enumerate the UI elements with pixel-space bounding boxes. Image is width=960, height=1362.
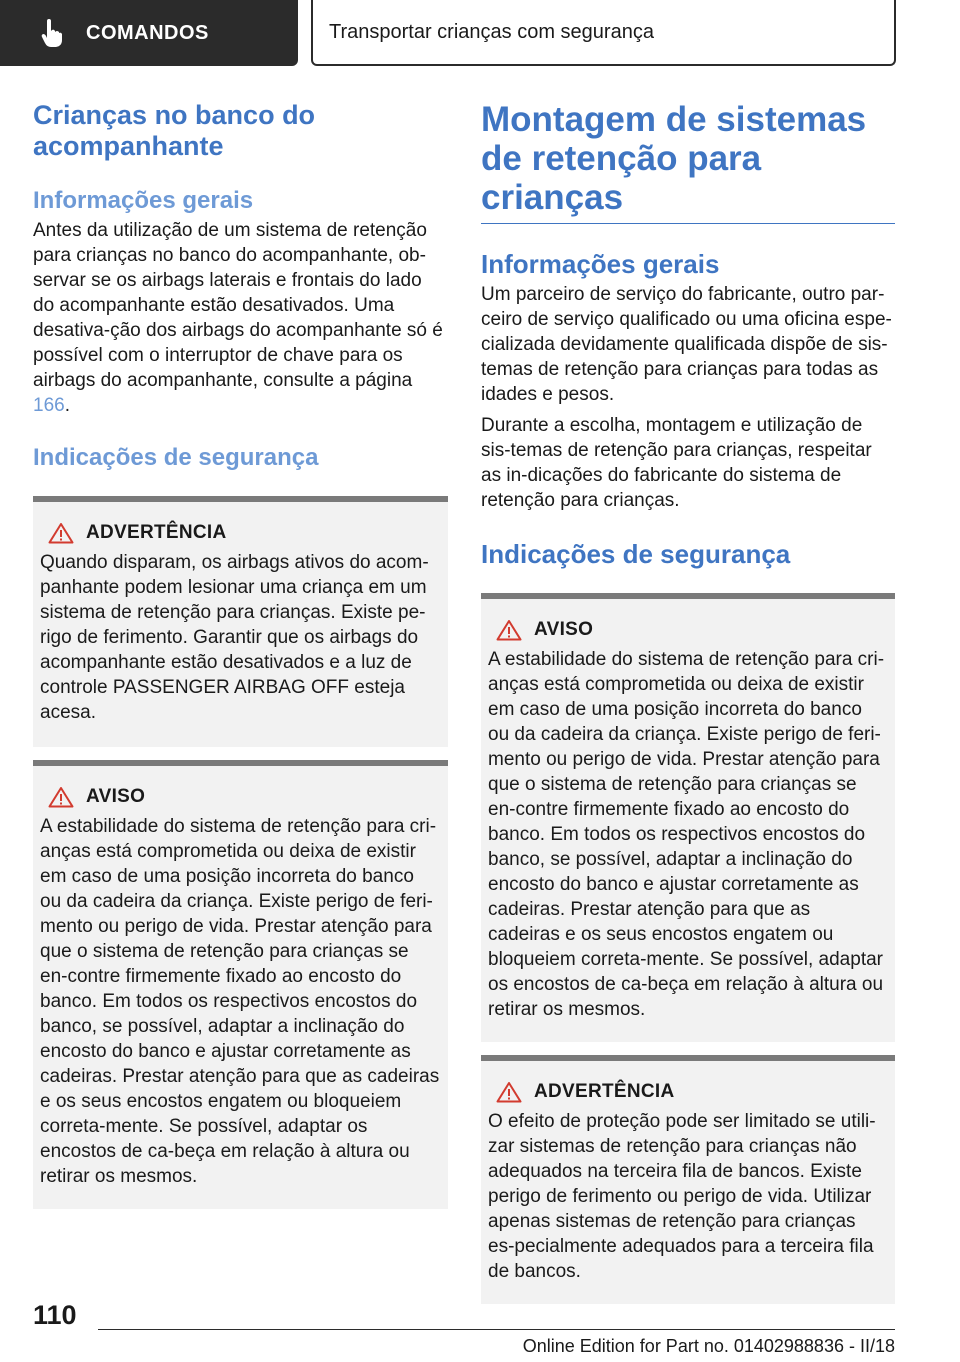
- warning-triangle-icon: [48, 786, 74, 808]
- page-header: [0, 0, 960, 66]
- page-reference-link[interactable]: 166: [33, 395, 65, 416]
- left-column: [33, 100, 448, 1209]
- footer-divider: [98, 1329, 895, 1330]
- topic-tab[interactable]: [311, 0, 896, 66]
- warning-text: O efeito de proteção pode ser limitado se utili-zar sistemas de retenção para crianças não adequados na terceira fila de bancos. Existe perigo de ferimento ou perigo de vida. Utilizar apenas sistemas de retenção para crianças es-pecialmente adequados para a terceira fila de bancos.: [488, 1111, 876, 1282]
- subheading-general-info: Informações gerais: [481, 249, 720, 279]
- general-info-paragraph-2: Durante a escolha, montagem e utilização de sis-temas de retenção para crianças, respeitar as in-dicações do fabricante do sistema de retenção para crianças.: [481, 415, 872, 511]
- page-number: 110: [33, 1300, 77, 1330]
- caution-title-row: [40, 786, 440, 808]
- caution-text: A estabilidade do sistema de retenção para cri-anças está comprometida ou deixa de existir em caso de uma posição incorreta do banco ou da cadeira da criança. Existe perigo de feri-mento ou perigo de vida. Prestar atenção para que o sistema de retenção para crianças se en-contre firmemente fixado ao encosto do banco. Em todos os respectivos encostos do banco, se possível, adaptar a inclinação do encosto do banco e ajustar corretamente as cadeiras. Prestar atenção para que as cadeiras e os seus encostos engatem ou bloqueiem correta-mente. Se possível, adaptar os encostos de ca-beça em relação à altura ou retirar os mesmos.: [40, 816, 440, 1187]
- subheading-safety-notes: Indicações de segurança: [33, 444, 319, 471]
- chapter-label: COMANDOS: [86, 21, 209, 44]
- right-column: [481, 100, 895, 1304]
- warning-box: [481, 1055, 895, 1304]
- warning-title: ADVERTÊNCIA: [534, 1081, 675, 1102]
- caution-box: [481, 593, 895, 1042]
- caution-title: AVISO: [86, 786, 146, 807]
- edition-info: Online Edition for Part no. 01402988836 - II/18: [522, 1336, 895, 1356]
- warning-box: [33, 496, 448, 747]
- general-info-end: .: [64, 395, 70, 416]
- general-info-paragraph-1: Um parceiro de serviço do fabricante, outro par-ceiro de serviço qualificado ou uma oficina espe-cializada devidamente qualificada dispõe de sis-temas de retenção para crianças para todas as idades e pesos.: [481, 284, 892, 405]
- warning-title-row: [488, 1081, 887, 1103]
- caution-title: AVISO: [534, 619, 594, 640]
- warning-triangle-icon: [496, 619, 522, 641]
- section-heading-installation: Montagem de sistemas de retenção para crianças: [481, 100, 895, 224]
- section-heading-passenger-seat: Crianças no banco do acompanhante: [33, 100, 316, 161]
- caution-title-row: [488, 619, 887, 641]
- warning-title: ADVERTÊNCIA: [86, 522, 227, 543]
- subheading-general-info: Informações gerais: [33, 187, 254, 214]
- warning-title-row: [40, 522, 440, 544]
- caution-text: A estabilidade do sistema de retenção para cri-anças está comprometida ou deixa de existir em caso de uma posição incorreta do banco ou da cadeira da criança. Existe perigo de feri-mento ou perigo de vida. Prestar atenção para que o sistema de retenção para crianças se en-contre firmemente fixado ao encosto do banco. Em todos os respectivos encostos do banco, se possível, adaptar a inclinação do encosto do banco e ajustar corretamente as cadeiras. Prestar atenção para que as cadeiras e os seus encostos engatem ou bloqueiem correta-mente. Se possível, adaptar os encostos de ca-beça em relação à altura ou retirar os mesmos.: [488, 649, 885, 1020]
- chapter-tab[interactable]: [0, 0, 298, 66]
- warning-triangle-icon: [48, 522, 74, 544]
- subheading-safety-notes: Indicações de segurança: [481, 539, 791, 569]
- warning-triangle-icon: [496, 1081, 522, 1103]
- hand-pointer-icon: [40, 18, 66, 48]
- caution-box: [33, 760, 448, 1209]
- topic-label: Transportar crianças com segurança: [329, 20, 654, 43]
- warning-text: Quando disparam, os airbags ativos do acom-panhante podem lesionar uma criança em um sistema de retenção para crianças. Existe pe-rigo de ferimento. Garantir que os airbags do acompanhante estão desativados e a luz de controle PASSENGER AIRBAG OFF esteja acesa.: [40, 552, 429, 723]
- general-info-paragraph: [33, 218, 448, 418]
- general-info-text: Antes da utilização de um sistema de retenção para crianças no banco do acompanhante, ob-servar se os airbags laterais e frontais do lado do acompanhante estão desativados. Uma desativa-ção dos airbags do acompanhante só é possível com o interruptor de chave para os airbags do acompanhante, consulte a página: [33, 220, 443, 391]
